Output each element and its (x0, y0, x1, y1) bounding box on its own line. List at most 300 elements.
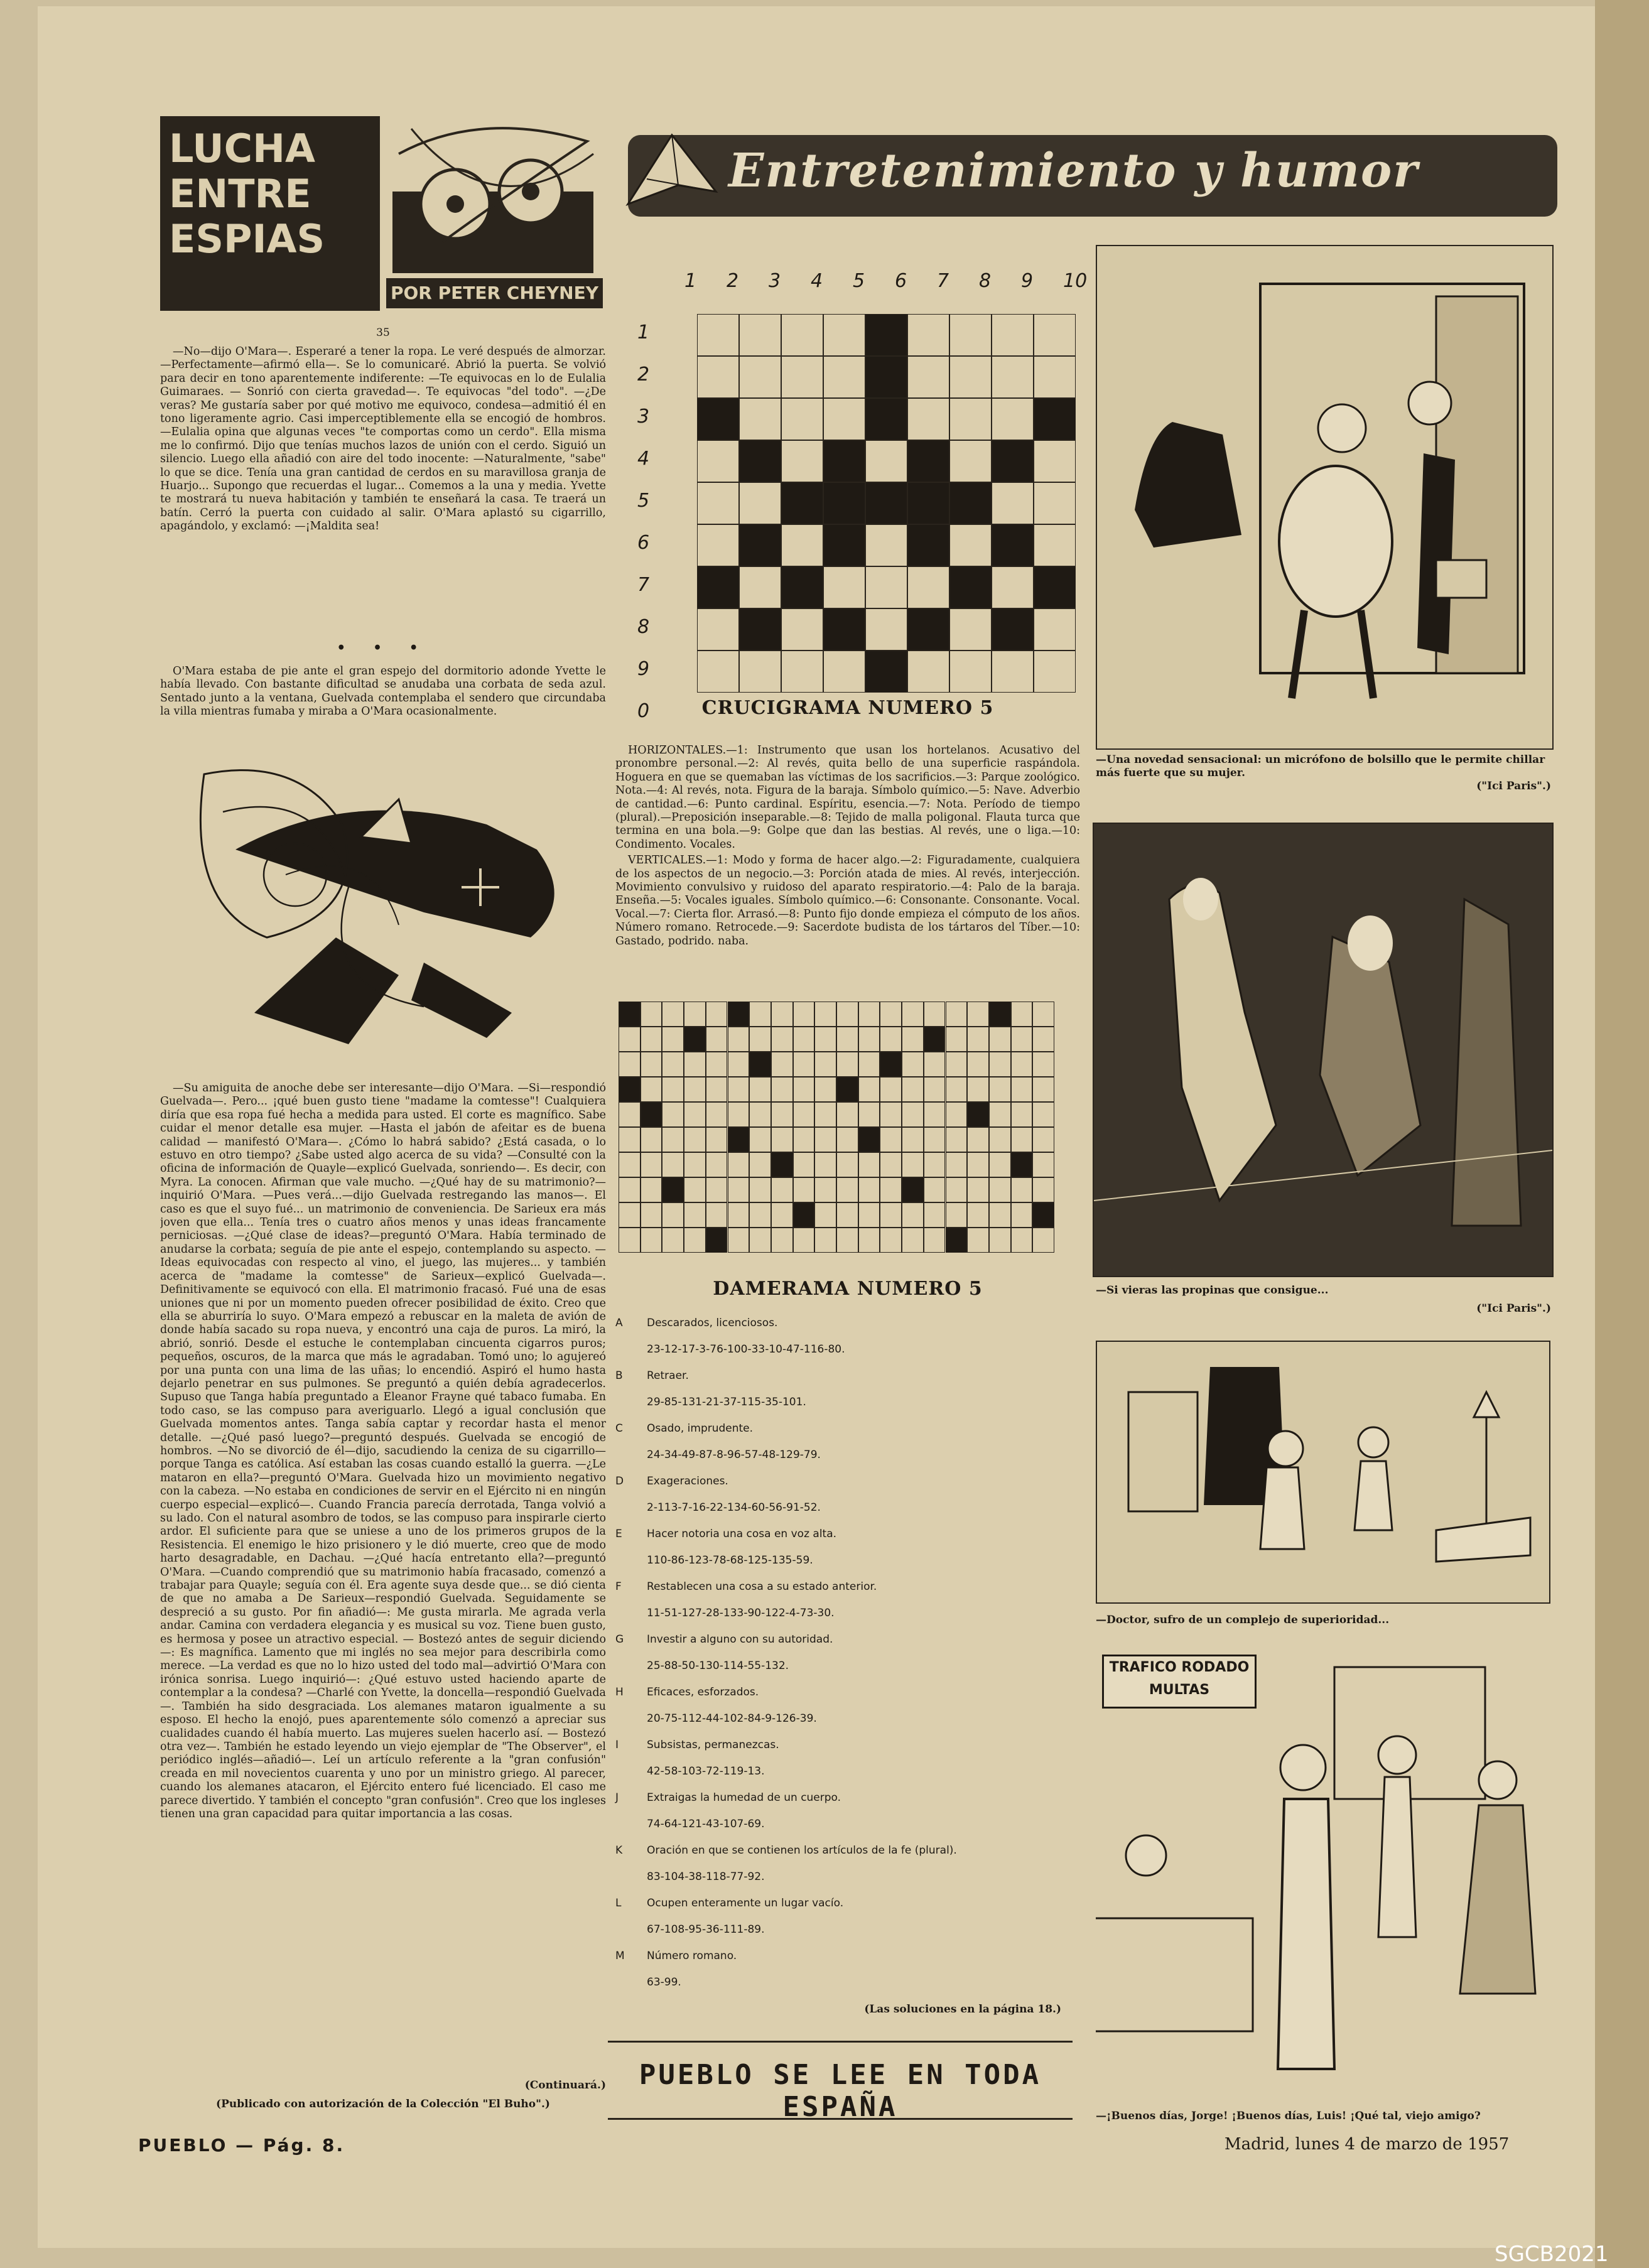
crossword-cell (865, 651, 907, 693)
damerama-cell (902, 1002, 924, 1027)
damerama-cell (880, 1152, 902, 1177)
damerama-cell (967, 1152, 989, 1177)
damerama-cell (793, 1077, 815, 1102)
damerama-cell (771, 1077, 793, 1102)
damerama-clue (615, 1679, 1080, 1705)
crossword-cell (907, 566, 949, 608)
story-paragraph: O'Mara estaba de pie ante el gran espejo del dormitorio adonde Yvette le había llevado. Con bastante dificultad se anudaba una corbata de seda azul. Sentado junto a la ventana, Guelvada contemplaba el sendero que circundaba la villa mientras fumaba y miraba a O'Mara ocasionalmente. (160, 665, 606, 718)
damerama-cell (924, 1102, 946, 1127)
damerama-cell (967, 1228, 989, 1253)
damerama-cell (967, 1102, 989, 1127)
damerama-cell (814, 1177, 836, 1202)
damerama-cell (793, 1152, 815, 1177)
crossword-cell (781, 651, 823, 693)
damerama-cell (946, 1002, 968, 1027)
sign-line: TRAFICO RODADO (1109, 1660, 1250, 1675)
clue-code: 29-85-131-21-37-115-35-101. (647, 1396, 806, 1408)
damerama-cell (924, 1077, 946, 1102)
damerama-cell (989, 1127, 1011, 1152)
damerama-cell (902, 1228, 924, 1253)
crossword-cell (949, 608, 992, 651)
damerama-cell (1032, 1177, 1054, 1202)
damerama-cell (619, 1228, 641, 1253)
cartoon-panel (1096, 245, 1554, 750)
damerama-cell (662, 1202, 684, 1228)
damerama-cell (989, 1002, 1011, 1027)
clue-code: 24-34-49-87-8-96-57-48-129-79. (647, 1449, 821, 1461)
damerama-clue (615, 1626, 1080, 1653)
cartoon-caption: —Si vieras las propinas que consigue... (1096, 1284, 1329, 1297)
damerama-clue (615, 1363, 1080, 1389)
damerama-cell (836, 1002, 858, 1027)
section-banner (628, 135, 1557, 217)
damerama-clue (615, 1310, 1080, 1336)
damerama-cell (814, 1052, 836, 1077)
damerama-cell (749, 1202, 771, 1228)
damerama-cell (793, 1102, 815, 1127)
column-number: 1 (684, 270, 697, 292)
damerama-cell (836, 1127, 858, 1152)
clue-definition: Hacer notoria una cosa en voz alta. (647, 1528, 837, 1540)
damerama-cell (946, 1027, 968, 1052)
crossword-cell (992, 356, 1034, 398)
crossword-cell (865, 314, 907, 356)
crossword-cell (781, 440, 823, 482)
crossword-cell (949, 314, 992, 356)
damerama-cell (662, 1027, 684, 1052)
crossword-cell (992, 524, 1034, 566)
page-footer-left: PUEBLO — Pág. 8. (138, 2135, 345, 2156)
damerama-clue (615, 1943, 1080, 1969)
crossword-cell (823, 566, 865, 608)
damerama-cell (946, 1102, 968, 1127)
crossword-definitions (615, 744, 1080, 948)
damerama-cell (967, 1002, 989, 1027)
damerama-cell (858, 1228, 880, 1253)
damerama-clue-list (615, 1310, 1080, 1995)
spy-emblem-illustration (386, 116, 603, 276)
damerama-cell (924, 1027, 946, 1052)
damerama-cell (967, 1052, 989, 1077)
row-number: 2 (637, 364, 650, 386)
clue-code: 83-104-38-118-77-92. (647, 1871, 765, 1883)
damerama-cell (793, 1027, 815, 1052)
damerama-clue (615, 1415, 1080, 1442)
damerama-cell (946, 1152, 968, 1177)
clue-letter: C (615, 1422, 623, 1435)
crossword-cell (739, 398, 781, 440)
cartoon-caption: —Doctor, sufro de un complejo de superioridad... (1096, 1614, 1390, 1626)
damerama-cell (989, 1027, 1011, 1052)
damerama-cell (967, 1027, 989, 1052)
crossword-cell (992, 482, 1034, 524)
cartoon-caption-block (1096, 1284, 1551, 1315)
crossword-cell (949, 524, 992, 566)
damerama-cell (989, 1102, 1011, 1127)
crossword-cell (781, 314, 823, 356)
crossword-cell (823, 524, 865, 566)
story-title-line: LUCHA (169, 126, 316, 171)
story-title-line: ENTRE (169, 171, 311, 217)
damerama-cell (684, 1152, 706, 1177)
damerama-cell (749, 1052, 771, 1077)
damerama-cell (706, 1177, 728, 1202)
row-number: 8 (637, 616, 650, 638)
damerama-cell (771, 1127, 793, 1152)
clue-letter: K (615, 1844, 623, 1857)
crossword-cell (697, 566, 739, 608)
clue-code: 67-108-95-36-111-89. (647, 1923, 765, 1936)
clue-definition: Descarados, licenciosos. (647, 1317, 778, 1329)
column-number: 10 (1063, 270, 1088, 292)
damerama-cell (858, 1102, 880, 1127)
section-break: • • • (337, 640, 430, 656)
damerama-cell (836, 1052, 858, 1077)
damerama-cell (924, 1152, 946, 1177)
row-number: 4 (637, 448, 650, 470)
damerama-cell (662, 1052, 684, 1077)
crossword-cell (739, 314, 781, 356)
damerama-cell (641, 1202, 662, 1228)
damerama-cell (1032, 1202, 1054, 1228)
crossword-cell (739, 440, 781, 482)
clue-letter: D (615, 1475, 624, 1488)
damerama-cell (793, 1202, 815, 1228)
clue-definition: Oración en que se contienen los artículos de la fe (plural). (647, 1844, 957, 1857)
damerama-cell (880, 1027, 902, 1052)
origami-bird-icon (622, 122, 728, 223)
damerama-cell (902, 1177, 924, 1202)
clue-definition: Extraigas la humedad de un cuerpo. (647, 1791, 841, 1804)
damerama-cell (946, 1177, 968, 1202)
damerama-cell (619, 1177, 641, 1202)
column-number: 4 (811, 270, 823, 292)
crossword-cell (781, 398, 823, 440)
clue-definition: Ocupen enteramente un lugar vacío. (647, 1897, 844, 1909)
crossword-cell (697, 398, 739, 440)
clue-code: 42-58-103-72-119-13. (647, 1765, 765, 1778)
column-number: 6 (895, 270, 907, 292)
story-part-2 (160, 665, 606, 739)
crossword-cell (992, 398, 1034, 440)
damerama-cell (1011, 1127, 1033, 1152)
crossword-cell (992, 440, 1034, 482)
clue-code: 25-88-50-130-114-55-132. (647, 1660, 789, 1672)
crossword-cell (949, 566, 992, 608)
damerama-cell (793, 1052, 815, 1077)
damerama-cell (902, 1052, 924, 1077)
damerama-clue (615, 1574, 1080, 1600)
damerama-cell (880, 1202, 902, 1228)
damerama-cell (880, 1077, 902, 1102)
damerama-cell (880, 1002, 902, 1027)
horizontal-clues: HORIZONTALES.—1: Instrumento que usan los hortelanos. Acusativo del pronombre personal.—2: Al revés, quita bello de una superficie raspándola. Hoguera en que se quemaban las víctimas de los sacrificios.—3: Parque zoológico. Nota.—4: Al revés, nota. Figura de la baraja. Símbolo químico.—5: Nave. Adverbio de cantidad.—6: Punto cardinal. Espíritu, esencia.—7: Nota. Período de tiempo (plural).—Preposición inseparable.—8: Tejido de malla poligonal. Flauta turca que termina en una bola.—9: Golpe que dan las bestias. Al revés, une o liga.—10: Condimento. Vocales. (615, 744, 1080, 851)
damerama-cell (1011, 1202, 1033, 1228)
damerama-cell (641, 1002, 662, 1027)
story-author: POR PETER CHEYNEY (386, 278, 603, 308)
damerama-cell (1011, 1052, 1033, 1077)
damerama-cell (706, 1027, 728, 1052)
damerama-cell (771, 1228, 793, 1253)
damerama-cell (771, 1027, 793, 1052)
damerama-cell (924, 1052, 946, 1077)
clue-letter: E (615, 1528, 622, 1540)
damerama-cell (1032, 1152, 1054, 1177)
crossword-cell (823, 440, 865, 482)
damerama-cell (619, 1052, 641, 1077)
damerama-cell (793, 1127, 815, 1152)
damerama-cell (728, 1202, 750, 1228)
damerama-cell (662, 1152, 684, 1177)
damerama-cell (989, 1152, 1011, 1177)
crossword-clues (615, 697, 1080, 951)
clue-definition: Eficaces, esforzados. (647, 1686, 759, 1698)
crossword-cell (865, 356, 907, 398)
damerama-cell (706, 1152, 728, 1177)
clue-definition: Exageraciones. (647, 1475, 728, 1488)
damerama-cell (1032, 1127, 1054, 1152)
chapter-number: 35 (376, 327, 390, 339)
damerama-cell (619, 1127, 641, 1152)
damerama-cell (662, 1127, 684, 1152)
damerama-cell (641, 1027, 662, 1052)
crossword-cell (1034, 566, 1076, 608)
damerama-cell (662, 1177, 684, 1202)
damerama-cell (1032, 1077, 1054, 1102)
cartoon-caption-block (1096, 1614, 1551, 1627)
crossword-cell (823, 398, 865, 440)
column-number: 8 (979, 270, 992, 292)
section-title: Entretenimiento y humor (728, 144, 1419, 198)
damerama-cell (641, 1102, 662, 1127)
row-number: 6 (637, 532, 650, 554)
crossword-cell (1034, 314, 1076, 356)
cartoon-caption: —Una novedad sensacional: un micrófono de bolsillo que le permite chillar más fuerte que su mujer. (1096, 753, 1545, 779)
publication-note: (Publicado con autorización de la Colección "El Buho".) (216, 2098, 550, 2110)
promo-strip (608, 2041, 1073, 2123)
crossword-cell (781, 608, 823, 651)
solutions-note: (Las soluciones en la página 18.) (864, 2003, 1061, 2016)
damerama-cell (684, 1102, 706, 1127)
sign-line: MULTAS (1149, 1682, 1210, 1698)
damerama-cell (706, 1202, 728, 1228)
damerama-cell (946, 1127, 968, 1152)
crossword-cell (1034, 608, 1076, 651)
damerama-cell (946, 1077, 968, 1102)
damerama-cell (662, 1228, 684, 1253)
damerama-cell (989, 1177, 1011, 1202)
damerama-cell (1011, 1152, 1033, 1177)
crossword-cell (949, 482, 992, 524)
row-number: 0 (637, 700, 650, 722)
damerama-cell (619, 1002, 641, 1027)
clue-code: 23-12-17-3-76-100-33-10-47-116-80. (647, 1343, 845, 1356)
damerama-cell (989, 1077, 1011, 1102)
story-paragraph: —Su amiguita de anoche debe ser interesante—dijo O'Mara. —Si—respondió Guelvada—. Pero... ¡qué buen gusto tiene "madame la comtesse"! Cualquiera diría que esa ropa fué hecha a medida para usted. El corte es magnífico. Sabe cuidar el menor detalle esa mujer. —Hasta el jabón de afeitar es de buena calidad — manifestó O'Mara—. ¿Cómo lo habrá sabido? ¿Está casada, o lo estuvo en otro tiempo? ¿Sabe usted algo acerca de su vida? —Consulté con la oficina de información de Quayle—explicó Guelvada, sonriendo—. Es decir, con Myra. La conocen. Afirman que vale mucho. —¿Qué hay de su matrimonio?—inquirió O'Mara. —Pues verá...—dijo Guelvada restregando las manos—. El caso es que el suyo fué... un matrimonio de conveniencia. De Sarieux era más joven que ella... Tenía tres o cuatro años menos y unas ideas francamente perniciosas. —¿Qué clase de ideas?—preguntó O'Mara. Había terminado de anudarse la corbata; seguía de pie ante el espejo, contemplando su aspecto. —Ideas equivocadas con respecto al vino, el juego, las mujeres... y también acerca de "madame la comtesse" de Sarieux—explicó Guelvada—. Definitivamente se equivocó con ella. El matrimonio fracasó. Fué una de esas uniones que ni por un momento pueden ofrecer posibilidad de éxito. Creo que ella se aburriría lo suyo. O'Mara empezó a rebuscar en la maleta de avión de donde había sacado su ropa nueva, y encontró una caja de puros. La miró, la abrió, sonrió. Desde el estuche le contemplaban cincuenta cigarros puros; pequeños, oscuros, de la marca que más le agradaban. Tomó uno; lo agujereó por una punta con una lima de las uñas; lo encendió. Aspiró el humo hasta dejarlo penetrar en sus pulmones. Se preguntó a quién debía agradecerlos. Supuso que Tanga había preguntado a Eleanor Frayne qué tabaco fumaba. En todo caso, se las compuso para averiguarlo. Llegó a igual conclusión que Guelvada momentos antes. Tanga sabía captar y recordar hasta el menor detalle. —¿Qué pasó luego?—preguntó después. Guelvada se encogió de hombros. —No se divorció de él—dijo, sacudiendo la ceniza de su cigarrillo—porque Tanga es católica. Así estaban las cosas cuando estalló la guerra. —¿Le mataron en ella?—preguntó O'Mara. Guelvada hizo un movimiento negativo con la cabeza. —No estaba en condiciones de servir en el Ejército ni en ningún cuerpo especial—explicó—. Cuando Francia parecía derrotada, Tanga volvió a su lado. Con el natural asombro de todos, se las compuso para inspirarle cierto ardor. El suficiente para que se uniese a uno de los primeros grupos de la Resistencia. El enemigo le hizo prisionero y le dió muerte, creo que de modo harto desagradable, en Dachau. —¿Qué hacía entretanto ella?—preguntó O'Mara. —Cuando comprendió que su matrimonio había fracasado, comenzó a trabajar para Quayle; seguía con él. Era agente suya desde que... se dió cienta de que no amaba a De Sarieux—respondió Guelvada. Seguidamente se despreció a su gusto. Por fin añadió—: Me gusta mirarla. Me agrada verla andar. Camina con verdadera elegancia y es musical su voz. Tiene buen gusto, es hermosa y posee un atractivo especial. — Bostezó antes de seguir diciendo—: Es magnífica. Lamento que mi inglés no sea mejor para describirla como merece. —La verdad es que no lo hizo usted del todo mal—advirtió O'Mara con irónica sonrisa. Luego inquirió—: ¿Qué estuvo usted haciendo aparte de contemplar a la condesa? —Charlé con Yvette, la doncella—respondió Guelvada—. También ha sido desgraciada. Los alemanes mataron igualmente a su esposo. El hecho la enojó, pues aparentemente sólo comenzó a apreciar sus cualidades cuando él había muerto. Las mujeres suelen hacerlo así. — Bostezó otra vez—. También he estado leyendo un viejo ejemplar de "The Observer", el periódico inglés—añadió—. Leí un artículo referente a la "gran confusión" creada en mil novecientos cuarenta y uno por un ministro griego. Al parecer, cuando los alemanes atacaron, el Ejército entero fué licenciado. El caso me parece divertido. Y también el concepto "gran confusión". Creo que los ingleses tienen una gran capacidad para quitar importancia a las cosas. (160, 1082, 606, 1820)
crossword-cell (781, 566, 823, 608)
damerama-cell (924, 1228, 946, 1253)
crossword-cell (865, 398, 907, 440)
crossword-cell (907, 314, 949, 356)
damerama-cell (728, 1102, 750, 1127)
crossword-cell (739, 356, 781, 398)
crossword-cell (739, 651, 781, 693)
crossword-cell (739, 566, 781, 608)
damerama-cell (684, 1052, 706, 1077)
crossword-cell (739, 482, 781, 524)
damerama-cell (946, 1228, 968, 1253)
crossword-cell (949, 440, 992, 482)
damerama-cell (836, 1077, 858, 1102)
crossword-cell (949, 651, 992, 693)
archive-watermark: SGCB2021 (1495, 2242, 1609, 2267)
cartoon-tips-illustration (1094, 824, 1552, 1276)
damerama-cell (880, 1052, 902, 1077)
damerama-cell (836, 1102, 858, 1127)
damerama-clue (615, 1468, 1080, 1494)
damerama-cell (706, 1052, 728, 1077)
page-spine (1595, 0, 1649, 2268)
damerama-cell (771, 1052, 793, 1077)
damerama-cell (684, 1202, 706, 1228)
crossword-cell (697, 440, 739, 482)
vertical-clues: VERTICALES.—1: Modo y forma de hacer algo.—2: Figuradamente, cualquiera de los aspectos de un negocio.—3: Porción atada de mies. Al revés, interjección. Movimiento convulsivo y ruidoso del aparato respiratorio.—4: Palo de la baraja. Enseña.—5: Vocales iguales. Símbolo químico.—6: Consonante. Consonante. Vocal. Vocal.—7: Cierta flor. Arrasó.—8: Punto fijo donde empieza el cómputo de los años. Número romano. Retrocede.—9: Sacerdote budista de los tártaros del Tíber.—10: Gastado, podrido. naba. (615, 854, 1080, 948)
crossword-title: CRUCIGRAMA NUMERO 5 (701, 697, 994, 719)
damerama-cell (771, 1002, 793, 1027)
damerama-cell (728, 1177, 750, 1202)
damerama-clue (615, 1890, 1080, 1916)
damerama-cell (1032, 1002, 1054, 1027)
crossword-cell (823, 314, 865, 356)
story-part-3 (160, 1082, 606, 2074)
damerama-cell (902, 1077, 924, 1102)
damerama-cell (706, 1002, 728, 1027)
damerama-cell (619, 1027, 641, 1052)
row-number: 9 (637, 658, 650, 680)
damerama-cell (641, 1052, 662, 1077)
damerama-cell (967, 1077, 989, 1102)
clue-code: 74-64-121-43-107-69. (647, 1818, 765, 1830)
damerama-cell (967, 1127, 989, 1152)
clue-letter: H (615, 1686, 624, 1698)
cartoon-panel (1093, 823, 1554, 1277)
damerama-cell (662, 1077, 684, 1102)
clue-letter: G (615, 1633, 624, 1646)
crossword-cell (697, 608, 739, 651)
damerama-cell (858, 1077, 880, 1102)
damerama-cell (1032, 1052, 1054, 1077)
crossword-cell (697, 314, 739, 356)
damerama-cell (1032, 1102, 1054, 1127)
damerama-cell (749, 1002, 771, 1027)
damerama-cell (619, 1102, 641, 1127)
damerama-cell (902, 1102, 924, 1127)
clue-letter: B (615, 1369, 623, 1382)
damerama-cell (793, 1002, 815, 1027)
clue-code: 110-86-123-78-68-125-135-59. (647, 1554, 813, 1567)
damerama-cell (836, 1228, 858, 1253)
damerama-cell (706, 1077, 728, 1102)
promo-text: PUEBLO SE LEE EN TODA ESPAÑA (639, 2059, 1042, 2123)
story-part-1 (160, 345, 606, 631)
crossword-cell (823, 356, 865, 398)
cartoon-microphone-illustration (1097, 246, 1552, 748)
crossword-cell (907, 608, 949, 651)
story-column (160, 327, 606, 2110)
cartoon-panel (1096, 1642, 1551, 2100)
damerama-cell (1011, 1228, 1033, 1253)
damerama-cell (836, 1177, 858, 1202)
cartoon-caption-block (1096, 2110, 1551, 2123)
damerama-cell (706, 1102, 728, 1127)
damerama-cell (989, 1052, 1011, 1077)
clue-letter: I (615, 1739, 619, 1751)
damerama-cell (728, 1027, 750, 1052)
damerama-cell (619, 1202, 641, 1228)
damerama-cell (989, 1202, 1011, 1228)
damerama-cell (641, 1228, 662, 1253)
continued-note: (Continuará.) (524, 2079, 606, 2092)
story-title-line: ESPIAS (169, 216, 325, 262)
clue-letter: M (615, 1950, 625, 1962)
damerama-cell (858, 1027, 880, 1052)
clue-code: 2-113-7-16-22-134-60-56-91-52. (647, 1501, 821, 1514)
column-number: 7 (937, 270, 949, 292)
clue-definition: Osado, imprudente. (647, 1422, 754, 1435)
clue-letter: L (615, 1897, 622, 1909)
story-title-block (160, 116, 380, 311)
damerama-cell (814, 1152, 836, 1177)
crossword-cell (781, 482, 823, 524)
damerama-cell (880, 1102, 902, 1127)
damerama-title: DAMERAMA NUMERO 5 (713, 1278, 983, 1300)
damerama-cell (902, 1027, 924, 1052)
damerama-cell (749, 1228, 771, 1253)
crossword-cell (823, 482, 865, 524)
damerama-cell (684, 1127, 706, 1152)
damerama-cell (814, 1002, 836, 1027)
crossword-cell (697, 524, 739, 566)
damerama-cell (728, 1077, 750, 1102)
damerama-cell (749, 1127, 771, 1152)
clue-code: 63-99. (647, 1976, 681, 1989)
crossword-cell (697, 482, 739, 524)
damerama-cell (836, 1027, 858, 1052)
crossword-cell (907, 440, 949, 482)
damerama-cell (814, 1102, 836, 1127)
damerama-cell (902, 1127, 924, 1152)
damerama-cell (684, 1077, 706, 1102)
crossword-cell (697, 651, 739, 693)
damerama-cell (641, 1077, 662, 1102)
clue-definition: Número romano. (647, 1950, 737, 1962)
crossword-cell (865, 524, 907, 566)
crossword-cell (865, 566, 907, 608)
damerama-cell (1032, 1027, 1054, 1052)
damerama-cell (728, 1152, 750, 1177)
damerama-cell (814, 1202, 836, 1228)
damerama-cell (924, 1002, 946, 1027)
crossword-cell (865, 482, 907, 524)
clue-code: 11-51-127-28-133-90-122-4-73-30. (647, 1607, 835, 1619)
crossword-cell (1034, 356, 1076, 398)
damerama-cell (967, 1202, 989, 1228)
damerama-cell (728, 1002, 750, 1027)
damerama-cell (946, 1202, 968, 1228)
damerama-cell (858, 1127, 880, 1152)
crossword-cell (992, 608, 1034, 651)
damerama-clue (615, 1732, 1080, 1758)
